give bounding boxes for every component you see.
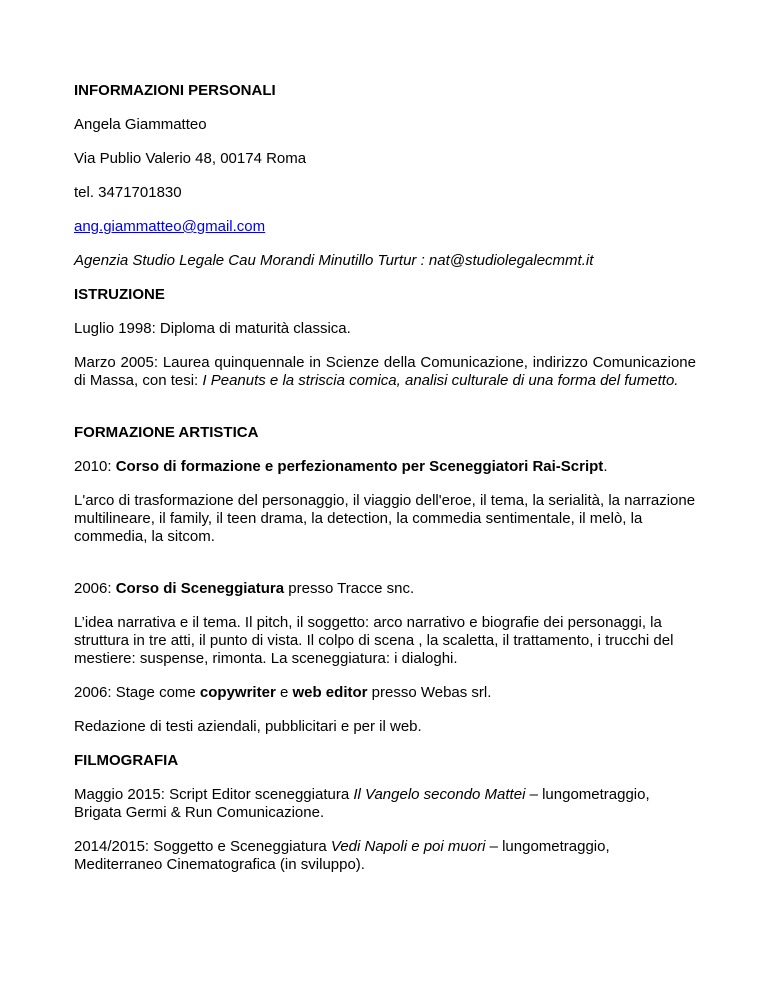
course-screenwriting — [74, 580, 696, 598]
thesis-title: I Peanuts e la striscia comica, analisi culturale di una forma del fumetto. — [202, 372, 679, 389]
film-item — [74, 838, 696, 874]
course-year: 2010: — [74, 458, 116, 475]
stage-description: Redazione di testi aziendali, pubblicitari e per il web. — [74, 718, 422, 735]
film-prefix: Maggio 2015: Script Editor sceneggiatura — [74, 786, 354, 803]
stage-item — [74, 684, 696, 702]
email-paragraph — [74, 218, 696, 236]
film-suffix: – lungometraggio, Mediterraneo Cinematografica (in sviluppo). — [74, 838, 610, 873]
section-heading-artistic-training: FORMAZIONE ARTISTICA — [74, 424, 259, 441]
course-suffix: . — [603, 458, 608, 475]
stage-role-copywriter: copywriter — [199, 684, 276, 701]
course-description: L’idea narrativa e il tema. Il pitch, il soggetto: arco narrativo e biografie dei personaggi, la struttura in tre atti, il punto di vista. Il colpo di scena , la scaletta, il trattamento, i trucchi del mestiere: suspense, rimonta. La sceneggiatura: i dialoghi. — [74, 614, 674, 667]
film-suffix: – lungometraggio, Brigata Germi & Run Comunicazione. — [74, 786, 650, 821]
stage-suffix: presso Webas srl. — [367, 684, 492, 701]
education-item-degree — [74, 354, 696, 390]
section-heading-education: ISTRUZIONE — [74, 286, 165, 303]
email-link[interactable]: ang.giammatteo@gmail.com — [74, 218, 266, 235]
film-prefix: 2014/2015: Soggetto e Sceneggiatura — [74, 838, 331, 855]
film-item — [74, 786, 696, 822]
section-heading-personal-info: INFORMAZIONI PERSONALI — [74, 82, 276, 99]
course-suffix: presso Tracce snc. — [284, 580, 415, 597]
document-page — [74, 82, 696, 874]
course-rai-script — [74, 458, 696, 476]
stage-role-web-editor: web editor — [292, 684, 368, 701]
course-year: 2006: — [74, 580, 116, 597]
address: Via Publio Valerio 48, 00174 Roma — [74, 150, 307, 167]
section-heading-filmography: FILMOGRAFIA — [74, 752, 179, 769]
degree-text: Marzo 2005: Laurea quinquennale in Scienze della Comunicazione, indirizzo Comunicazione di Massa, con tesi: — [74, 354, 696, 389]
course-title: Corso di Sceneggiatura — [115, 580, 285, 597]
stage-mid: e — [275, 684, 293, 701]
course-title: Corso di formazione e perfezionamento per Sceneggiatori Rai-Script — [115, 458, 604, 475]
film-title: Il Vangelo secondo Mattei — [353, 786, 526, 803]
person-name: Angela Giammatteo — [74, 116, 207, 133]
agency-contact: Agenzia Studio Legale Cau Morandi Minutillo Turtur : nat@studiolegalecmmt.it — [74, 252, 594, 269]
phone-number: tel. 3471701830 — [74, 184, 182, 201]
course-description: L'arco di trasformazione del personaggio, il viaggio dell'eroe, il tema, la serialità, la narrazione multilineare, il family, il teen drama, la detection, la commedia sentimentale, il melò, la commedia, la sitcom. — [74, 492, 696, 545]
stage-prefix: 2006: Stage come — [74, 684, 200, 701]
education-item-diploma: Luglio 1998: Diploma di maturità classica. — [74, 320, 351, 337]
film-title: Vedi Napoli e poi muori — [330, 838, 486, 855]
